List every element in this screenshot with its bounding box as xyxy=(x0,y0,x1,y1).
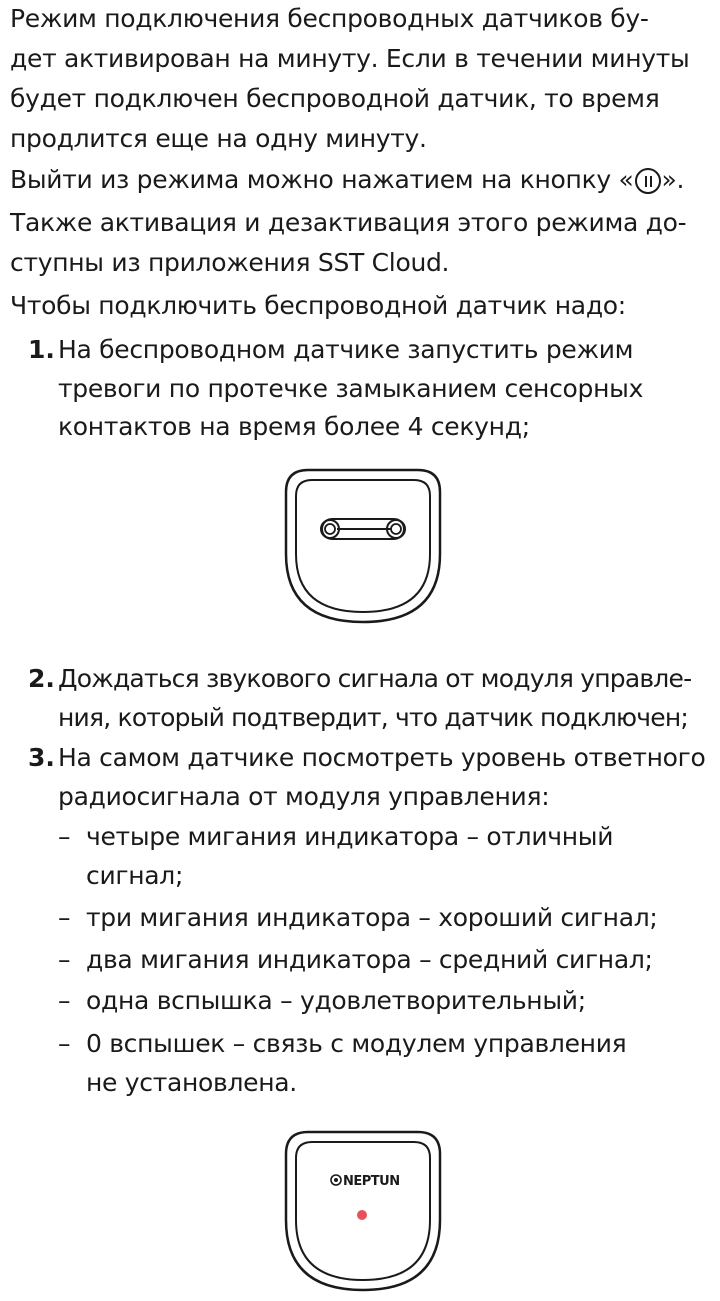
exit-mode-text-end: ». xyxy=(661,165,685,194)
sensor-indicator-illustration xyxy=(282,1128,444,1294)
paragraph-line: дет активирован на минуту. Если в течении минуты xyxy=(10,44,690,73)
step-line: ния, который подтвердит, что датчик подключен; xyxy=(58,703,689,732)
list-item: два мигания индикатора – средний сигнал; xyxy=(86,945,653,974)
list-item-continuation: сигнал; xyxy=(86,861,184,890)
pause-button-icon xyxy=(635,168,661,194)
list-dash: – xyxy=(58,903,71,932)
exit-mode-sentence xyxy=(10,165,684,195)
paragraph-line: Также активация и дезактивация этого режима до- xyxy=(10,208,687,237)
svg-text:NEPTUN: NEPTUN xyxy=(343,1174,400,1189)
step-line: Дождаться звукового сигнала от модуля управле- xyxy=(58,664,692,693)
step-line: На беспроводном датчике запустить режим xyxy=(58,335,634,364)
step-line: На самом датчике посмотреть уровень ответного xyxy=(58,743,706,772)
list-item: одна вспышка – удовлетворительный; xyxy=(86,986,586,1015)
indicator-led-icon xyxy=(357,1210,367,1220)
list-item-continuation: не установлена. xyxy=(86,1068,297,1097)
list-item: 0 вспышек – связь с модулем управления xyxy=(86,1029,627,1058)
list-dash: – xyxy=(58,822,71,851)
step-number: 2. xyxy=(28,664,55,693)
list-item: три мигания индикатора – хороший сигнал; xyxy=(86,903,658,932)
step-number: 1. xyxy=(28,335,55,364)
sensor-contacts-illustration xyxy=(282,466,444,626)
list-dash: – xyxy=(58,945,71,974)
paragraph-line: Режим подключения беспроводных датчиков бу- xyxy=(10,4,649,33)
steps-intro: Чтобы подключить беспроводной датчик надо: xyxy=(10,291,626,320)
exit-mode-text: Выйти из режима можно нажатием на кнопку « xyxy=(10,165,634,194)
list-item: четыре мигания индикатора – отличный xyxy=(86,822,614,851)
paragraph-line: продлится еще на одну минуту. xyxy=(10,124,427,153)
step-line: тревоги по протечке замыканием сенсорных xyxy=(58,374,644,403)
paragraph-line: будет подключен беспроводной датчик, то время xyxy=(10,84,660,113)
neptun-logo-icon xyxy=(331,1174,400,1189)
list-dash: – xyxy=(58,1029,71,1058)
step-line: контактов на время более 4 секунд; xyxy=(58,412,530,441)
step-line: радиосигнала от модуля управления: xyxy=(58,782,550,811)
paragraph-line: ступны из приложения SST Cloud. xyxy=(10,248,450,277)
list-dash: – xyxy=(58,986,71,1015)
step-number: 3. xyxy=(28,743,55,772)
